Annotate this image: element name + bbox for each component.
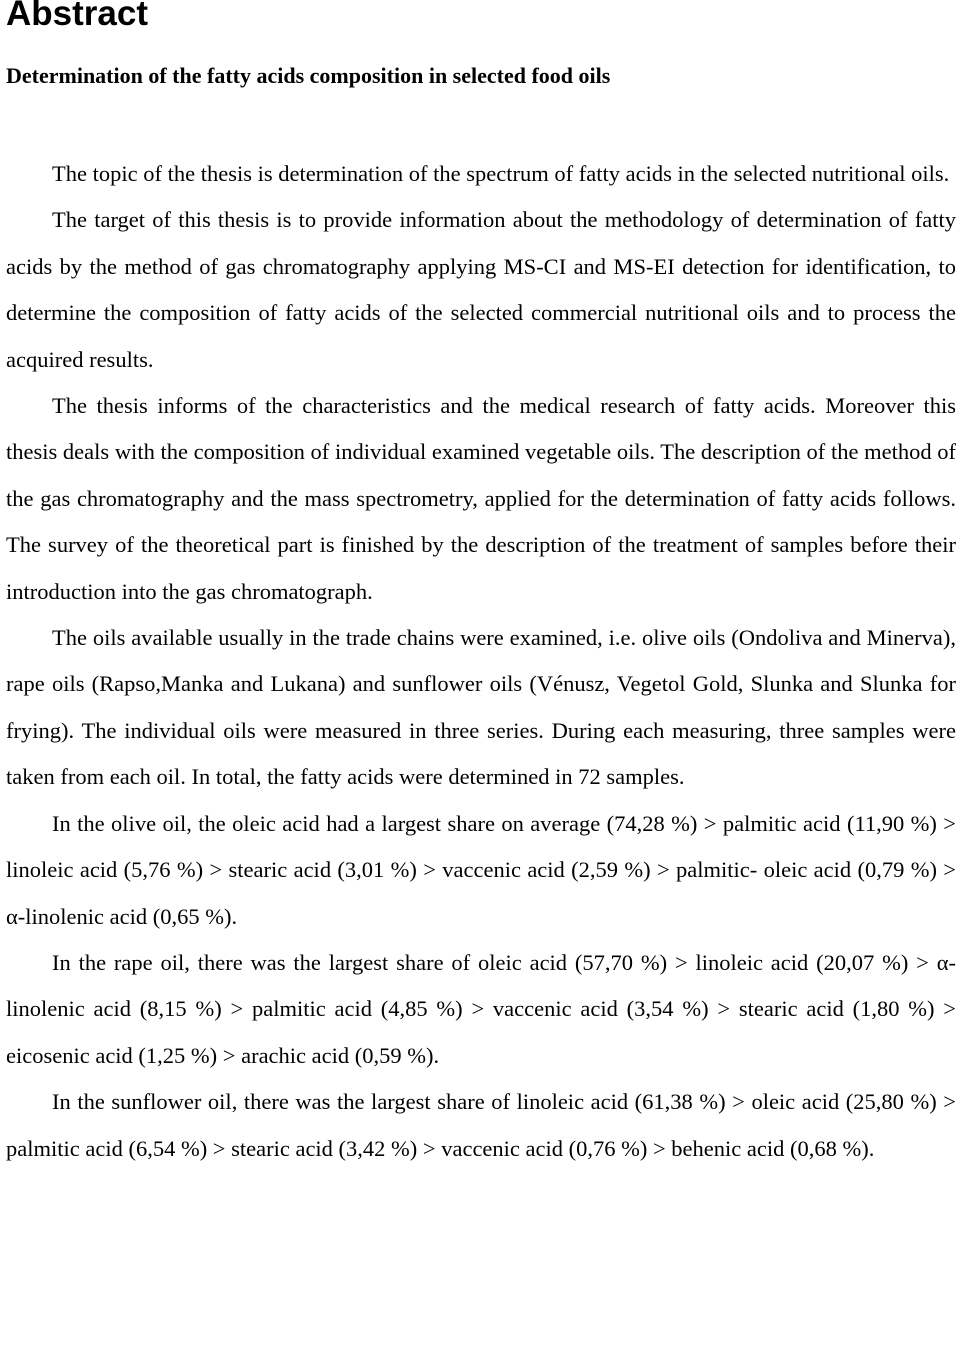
abstract-heading: Abstract xyxy=(6,0,148,33)
thesis-title: Determination of the fatty acids composition in selected food oils xyxy=(6,63,611,88)
paragraph-rape-oil: In the rape oil, there was the largest share of oleic acid (57,70 %) > linoleic acid (20,07 %) > α-linolenic acid (8,15 %) > palmitic acid (4,85 %) > vaccenic acid (3,54 %) > stearic acid (1,80 %) > eicosenic acid (1,25 %) > arachic acid (0,59 %). xyxy=(6,949,956,1068)
paragraph-oils-examined: The oils available usually in the trade chains were examined, i.e. olive oils (Ondoliva and Minerva), rape oils (Rapso,Manka and Lukana) and sunflower oils (Vénusz, Vegetol Gold, Slunka and Slunka for frying). The individual oils were measured in three series. During each measuring, three samples were taken from each oil. In total, the fatty acids were determined in 72 samples. xyxy=(6,625,956,790)
abstract-body xyxy=(6,151,956,1172)
paragraph-olive-oil: In the olive oil, the oleic acid had a largest share on average (74,28 %) > palmitic acid (11,90 %) > linoleic acid (5,76 %) > stearic acid (3,01 %) > vaccenic acid (2,59 %) > palmitic- oleic acid (0,79 %) > α-linolenic acid (0,65 %). xyxy=(6,810,956,929)
paragraph-characteristics: The thesis informs of the characteristics and the medical research of fatty acids. Moreover this thesis deals with the composition of individual examined vegetable oils. The description of the method of the gas chromatography and the mass spectrometry, applied for the determination of fatty acids follows. The survey of the theoretical part is finished by the description of the treatment of samples before their introduction into the gas chromatograph. xyxy=(6,393,956,604)
paragraph-sunflower-oil: In the sunflower oil, there was the largest share of linoleic acid (61,38 %) > oleic acid (25,80 %) > palmitic acid (6,54 %) > stearic acid (3,42 %) > vaccenic acid (0,76 %) > behenic acid (0,68 %). xyxy=(6,1089,956,1161)
paragraph-topic: The topic of the thesis is determination of the spectrum of fatty acids in the selected nutritional oils. xyxy=(52,161,950,186)
paragraph-target: The target of this thesis is to provide information about the methodology of determination of fatty acids by the method of gas chromatography applying MS-CI and MS-EI detection for identification, to determine the composition of fatty acids of the selected commercial nutritional oils and to process the acquired results. xyxy=(6,207,956,372)
